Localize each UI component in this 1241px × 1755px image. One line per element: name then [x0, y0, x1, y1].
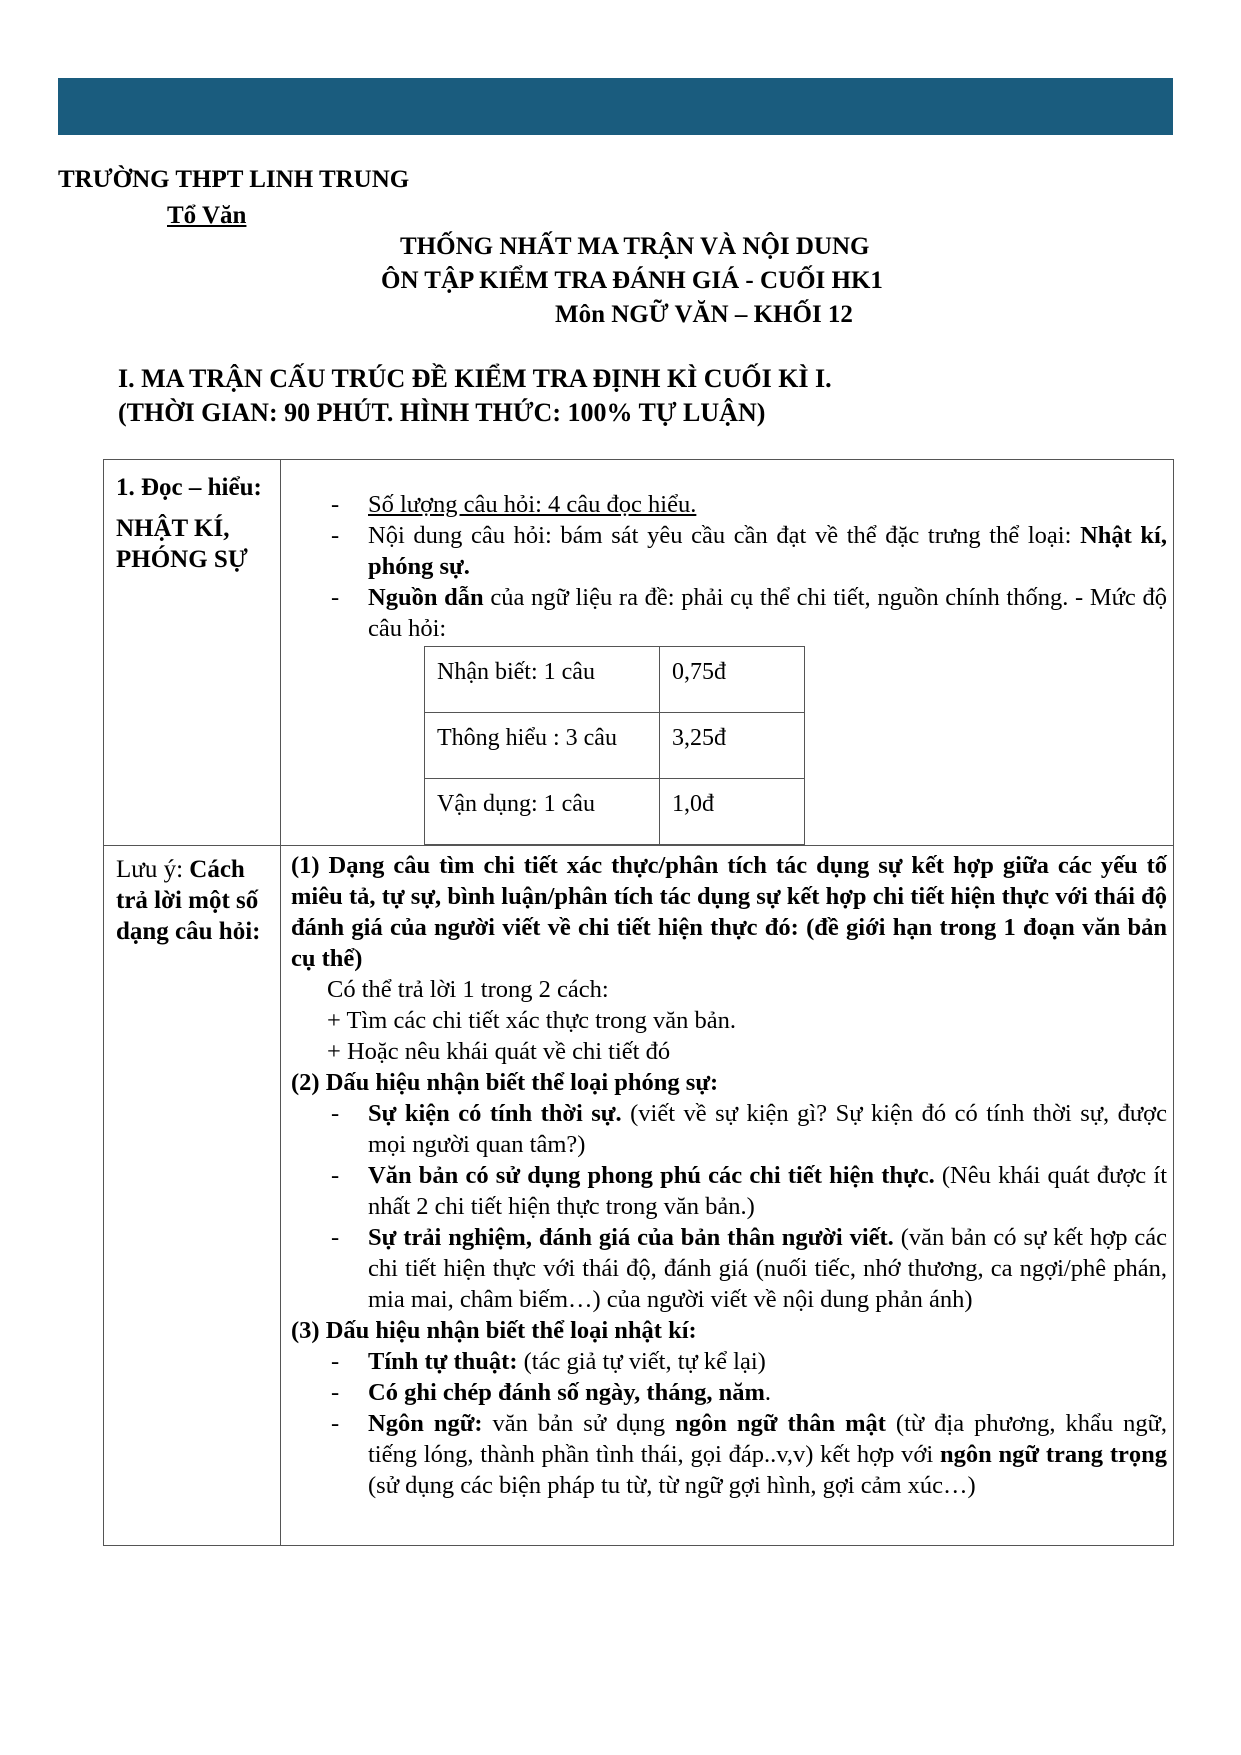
- list-item: - Văn bản có sử dụng phong phú các chi tiết hiện thực. (Nêu khái quát được ít nhất 2 chi tiết hiện thực trong văn bản.): [331, 1162, 1167, 1220]
- level-label: Nhận biết: 1 câu: [425, 647, 660, 713]
- p1-option: + Hoặc nêu khái quát về chi tiết đó: [327, 1038, 671, 1065]
- row-label-notes: [104, 846, 281, 1546]
- row-content-notes: [281, 846, 1174, 1546]
- document-title-line-3: Môn NGỮ VĂN – KHỐI 12: [555, 301, 853, 328]
- question-count: Số lượng câu hỏi: 4 câu đọc hiểu.: [368, 491, 697, 518]
- level-score: 1,0đ: [660, 779, 805, 845]
- list-item: - Nội dung câu hỏi: bám sát yêu cầu cần đạt về thể đặc trưng thể loại: Nhật kí, phóng sự.: [331, 522, 1167, 580]
- list-item: - Sự kiện có tính thời sự. (viết về sự kiện gì? Sự kiện đó có tính thời sự, được mọi người quan tâm?): [331, 1100, 1168, 1158]
- table-row-reading: [104, 460, 1174, 846]
- list-item: - Tính tự thuật: (tác giả tự viết, tự kể lại): [331, 1348, 766, 1375]
- level-score: 3,25đ: [660, 713, 805, 779]
- reading-heading: 1. Đọc – hiểu:: [116, 474, 262, 501]
- list-item: - Có ghi chép đánh số ngày, tháng, năm.: [331, 1379, 772, 1406]
- section-heading: I. MA TRẬN CẤU TRÚC ĐỀ KIỂM TRA ĐỊNH KÌ CUỐI KÌ I.: [118, 364, 832, 393]
- reading-genre: NHẬT KÍ, PHÓNG SỰ: [116, 515, 248, 573]
- note-label: Cách trả lời một số dạng câu hỏi:: [116, 856, 261, 945]
- p1-intro: Có thể trả lời 1 trong 2 cách:: [327, 976, 609, 1003]
- p1-option: + Tìm các chi tiết xác thực trong văn bản.: [327, 1007, 736, 1034]
- note-prefix: Lưu ý:: [116, 856, 190, 883]
- table-row: [425, 647, 805, 713]
- table-row-notes: [104, 846, 1174, 1546]
- level-score: 0,75đ: [660, 647, 805, 713]
- list-item: - Số lượng câu hỏi: 4 câu đọc hiểu.: [331, 491, 697, 518]
- department-name: Tổ Văn: [167, 202, 247, 229]
- document-title-line-2: ÔN TẬP KIỂM TRA ĐÁNH GIÁ - CUỐI HK1: [381, 267, 883, 294]
- row-content-reading: [281, 460, 1174, 846]
- table-row: [425, 713, 805, 779]
- list-item: - Ngôn ngữ: văn bản sử dụng ngôn ngữ thân mật (từ địa phương, khẩu ngữ, tiếng lóng, thành phần tình thái, gọi đáp..v,v) kết hợp với ngôn ngữ trang trọng (sử dụng các biện pháp tu từ, từ ngữ gợi hình, gợi cảm xúc…): [331, 1410, 1167, 1499]
- level-label: Vận dụng: 1 câu: [425, 779, 660, 845]
- level-score-table: [424, 646, 805, 845]
- p1-heading: (1) Dạng câu tìm chi tiết xác thực/phân tích tác dụng sự kết hợp giữa các yếu tố miêu tả, tự sự, bình luận/phân tích tác dụng sự kết hợp chi tiết hiện thực với thái độ đánh giá của người viết về chi tiết hiện thực đó: (đề giới hạn trong 1 đoạn văn bản cụ thể): [291, 852, 1167, 972]
- level-label: Thông hiểu : 3 câu: [425, 713, 660, 779]
- section-subheading: (THỜI GIAN: 90 PHÚT. HÌNH THỨC: 100% TỰ LUẬN): [118, 398, 766, 427]
- p2-heading: (2) Dấu hiệu nhận biết thể loại phóng sự:: [291, 1069, 719, 1096]
- p3-heading: (3) Dấu hiệu nhận biết thể loại nhật kí:: [291, 1317, 697, 1344]
- table-row: [425, 779, 805, 845]
- row-label-reading: [104, 460, 281, 846]
- list-item: - Sự trải nghiệm, đánh giá của bản thân người viết. (văn bản có sự kết hợp các chi tiết hiện thực với thái độ, đánh giá (nuối tiếc, nhớ thương, ca ngợi/phê phán, mia mai, châm biếm…) của người viết về nội dung phản ánh): [331, 1224, 1167, 1313]
- matrix-table: [103, 459, 1174, 1546]
- document-title-line-1: THỐNG NHẤT MA TRẬN VÀ NỘI DUNG: [400, 233, 870, 260]
- list-item: - Nguồn dẫn của ngữ liệu ra đề: phải cụ thể chi tiết, nguồn chính thống. - Mức độ câu hỏi:: [331, 584, 1167, 642]
- header-banner: [58, 78, 1173, 135]
- school-name: TRƯỜNG THPT LINH TRUNG: [58, 166, 410, 193]
